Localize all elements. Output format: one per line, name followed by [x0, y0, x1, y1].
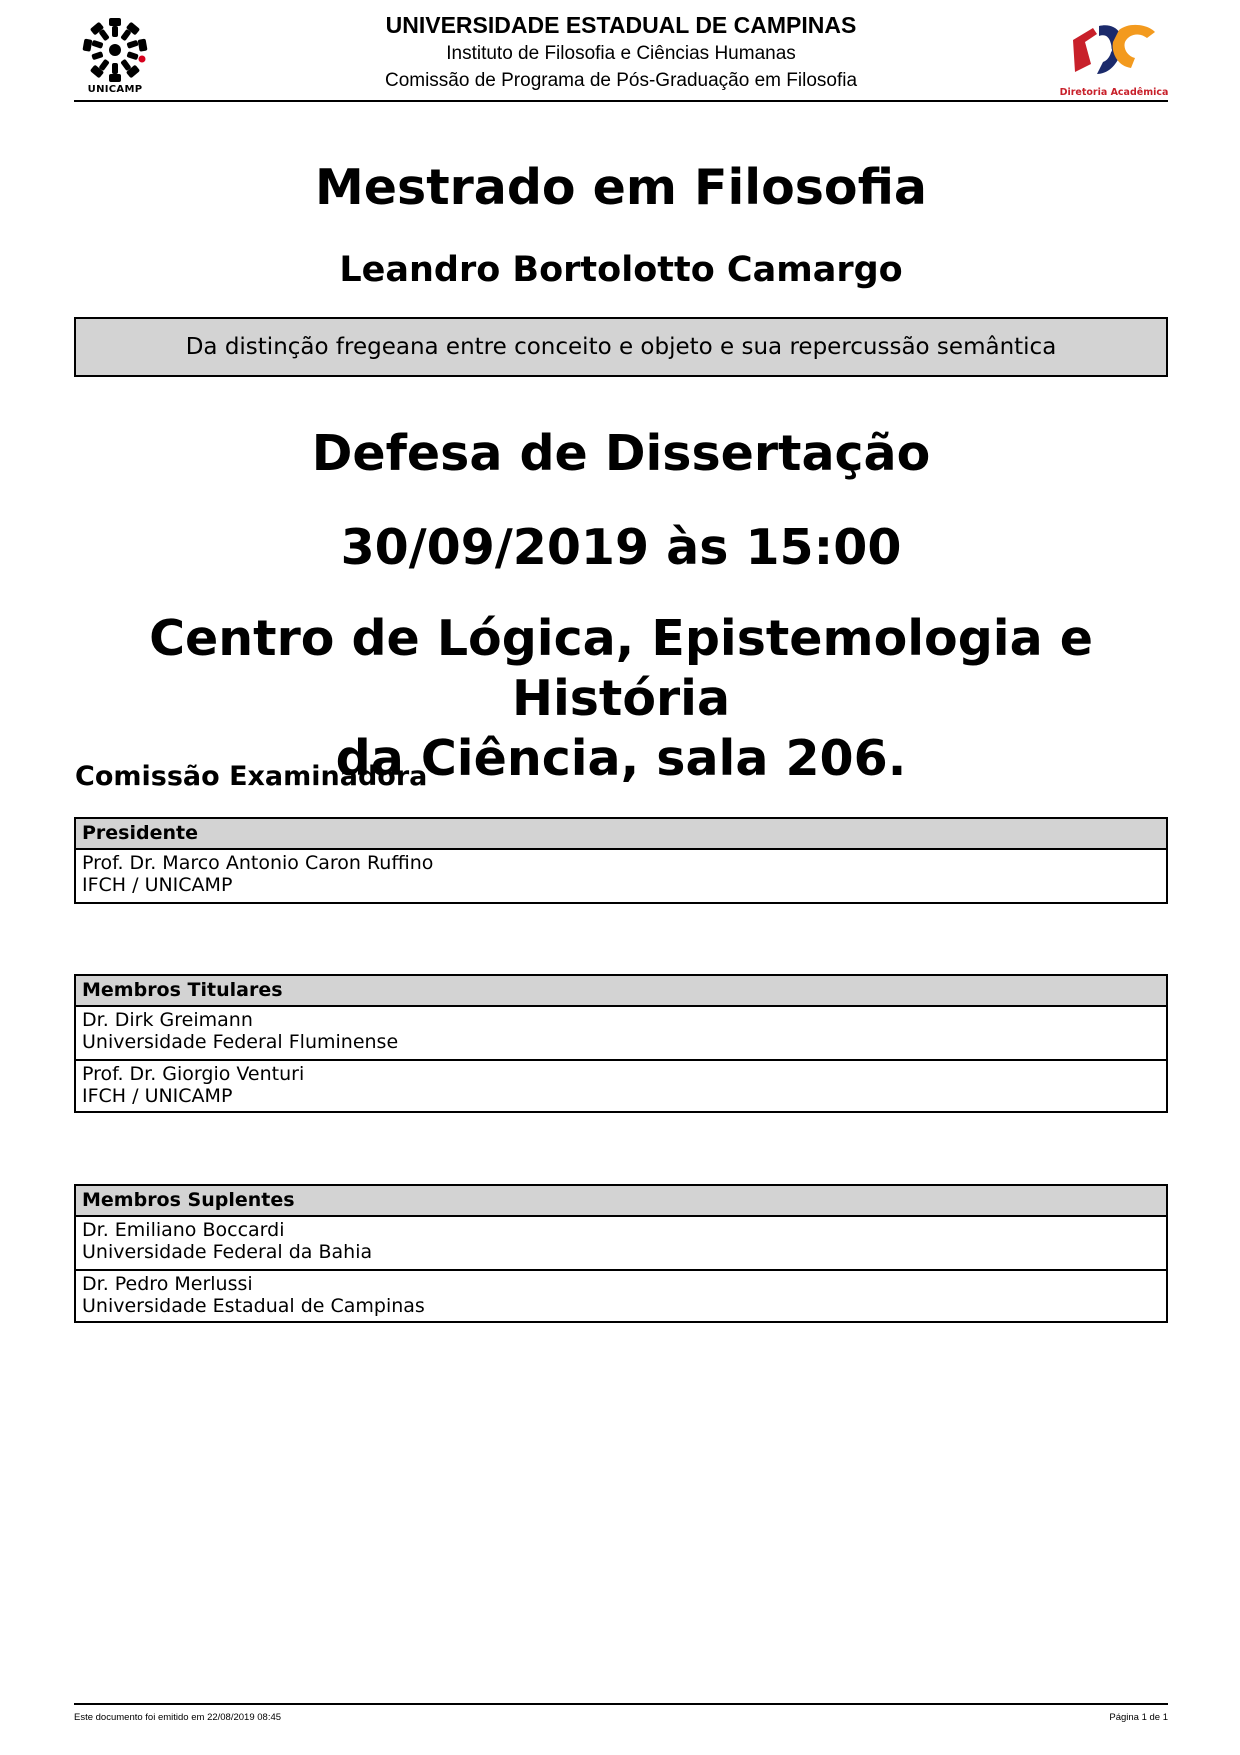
- university-name: UNIVERSIDADE ESTADUAL DE CAMPINAS: [385, 12, 857, 38]
- member-affiliation: Universidade Estadual de Campinas: [82, 1295, 425, 1317]
- member-name: Dr. Pedro Merlussi: [82, 1273, 253, 1295]
- member-affiliation: IFCH / UNICAMP: [82, 1085, 233, 1107]
- committee-heading: Comissão Examinadora: [75, 761, 428, 792]
- page-number: Página 1 de 1: [1109, 1712, 1168, 1723]
- document-header: [74, 8, 1168, 102]
- dac-emblem-icon: [1067, 22, 1159, 80]
- member-name: Prof. Dr. Marco Antonio Caron Ruffino: [82, 852, 434, 874]
- member-name: Dr. Emiliano Boccardi: [82, 1219, 285, 1241]
- unicamp-logo-text: UNICAMP: [87, 84, 143, 95]
- president-table: [74, 817, 1168, 904]
- document-footer: [74, 1703, 1168, 1723]
- member-affiliation: IFCH / UNICAMP: [82, 874, 233, 896]
- titulares-table: [74, 974, 1168, 1113]
- dac-logo: [1059, 20, 1169, 100]
- dac-logo-text: Diretoria Acadêmica: [1059, 87, 1169, 98]
- unicamp-logo: [80, 16, 150, 96]
- thesis-title: Da distinção fregeana entre conceito e objeto e sua repercussão semântica: [185, 334, 1057, 360]
- emission-note: Este documento foi emitido em 22/08/2019 08:45: [74, 1712, 282, 1723]
- suplentes-table: [74, 1184, 1168, 1323]
- location-line-2: da Ciência, sala 206.: [335, 730, 907, 787]
- institute-name: Instituto de Filosofia e Ciências Humanas: [446, 43, 796, 64]
- course-title: Mestrado em Filosofia: [315, 159, 927, 216]
- event-title: Defesa de Dissertação: [311, 425, 931, 482]
- member-affiliation: Universidade Federal Fluminense: [82, 1031, 399, 1053]
- header-text: [194, 10, 1048, 95]
- member-affiliation: Universidade Federal da Bahia: [82, 1241, 373, 1263]
- commission-name: Comissão de Programa de Pós-Graduação em Filosofia: [384, 70, 858, 91]
- member-name: Dr. Dirk Greimann: [82, 1009, 253, 1031]
- student-name: Leandro Bortolotto Camargo: [339, 250, 903, 290]
- table-row: [76, 1059, 1166, 1111]
- table-header: Membros Titulares: [76, 976, 1166, 1007]
- table-header: Membros Suplentes: [76, 1186, 1166, 1217]
- table-row: [76, 850, 1166, 902]
- table-row: [76, 1007, 1166, 1059]
- table-header: Presidente: [76, 819, 1166, 850]
- table-row: [76, 1217, 1166, 1269]
- table-row: [76, 1269, 1166, 1321]
- member-name: Prof. Dr. Giorgio Venturi: [82, 1063, 305, 1085]
- location-line-1: Centro de Lógica, Epistemologia e História: [149, 610, 1093, 727]
- event-datetime: 30/09/2019 às 15:00: [340, 519, 902, 576]
- thesis-title-box: [74, 317, 1168, 377]
